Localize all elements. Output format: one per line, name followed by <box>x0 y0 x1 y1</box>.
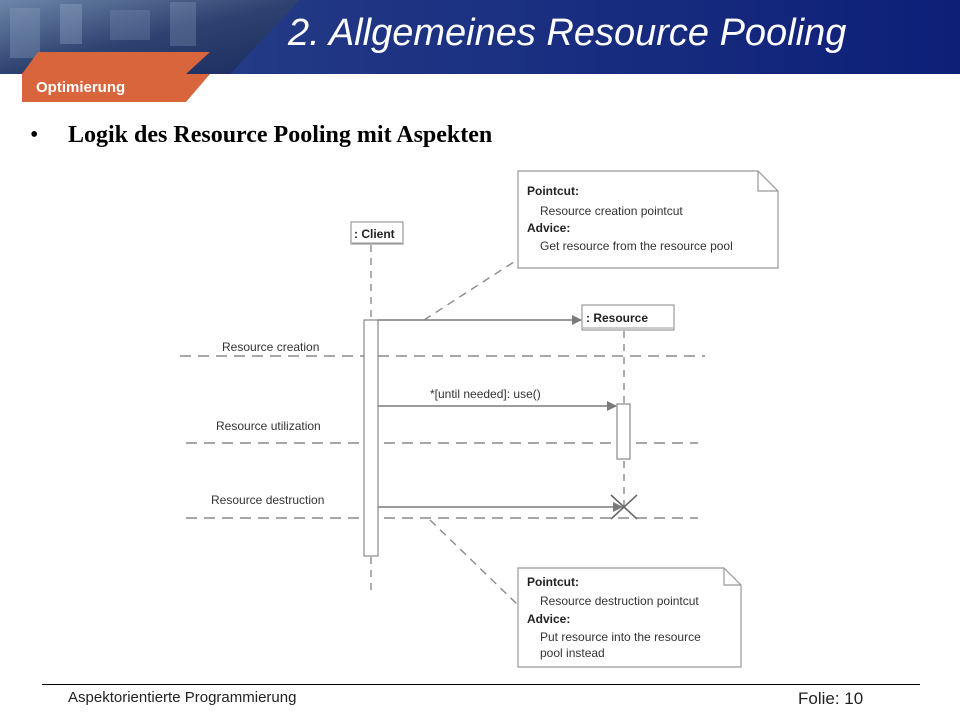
resource-activation-bar <box>617 404 630 459</box>
note-top-pointcut-label: Pointcut: <box>527 184 579 198</box>
phase-label-destruction: Resource destruction <box>211 493 325 507</box>
note-bottom <box>518 568 741 667</box>
client-lifeline-label: : Client <box>354 227 395 241</box>
footer-course-name: Aspektorientierte Programmierung <box>68 689 297 706</box>
client-activation-bar <box>364 320 378 556</box>
footer-divider <box>42 684 920 685</box>
note-top-connector <box>424 258 520 320</box>
note-bottom-connector <box>430 520 518 605</box>
note-bottom-pointcut-text: Resource destruction pointcut <box>540 594 699 608</box>
note-bottom-advice-label: Advice: <box>527 612 571 626</box>
note-top <box>518 171 778 268</box>
footer-slide-number: Folie: 10 <box>798 689 864 708</box>
bullet-text: Logik des Resource Pooling mit Aspekten <box>68 122 493 148</box>
note-top-advice-label: Advice: <box>527 221 571 235</box>
note-bottom-advice-line2: pool instead <box>540 646 605 660</box>
note-top-pointcut-text: Resource creation pointcut <box>540 204 683 218</box>
section-tab-label: Optimierung <box>36 79 126 96</box>
bullet-glyph: • <box>30 122 39 148</box>
note-bottom-pointcut-label: Pointcut: <box>527 575 579 589</box>
phase-label-creation: Resource creation <box>222 340 320 354</box>
note-bottom-advice-line1: Put resource into the resource <box>540 630 701 644</box>
note-top-advice-text: Get resource from the resource pool <box>540 239 733 253</box>
phase-label-utilization: Resource utilization <box>216 419 321 433</box>
slide-title: 2. Allgemeines Resource Pooling <box>288 12 847 54</box>
use-message-label: *[until needed]: use() <box>430 387 541 401</box>
resource-lifeline-label: : Resource <box>586 311 649 325</box>
